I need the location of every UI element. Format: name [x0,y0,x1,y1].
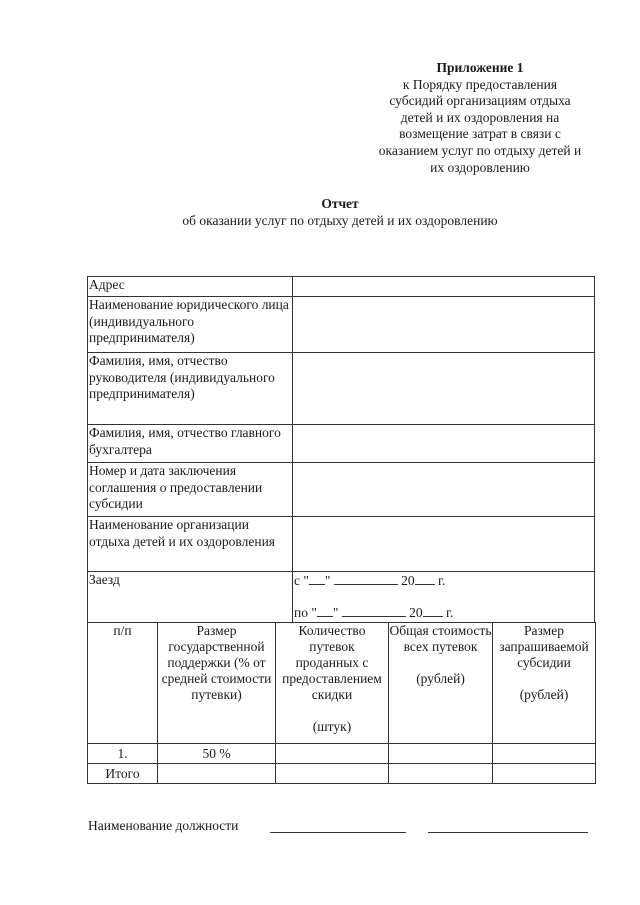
subsidy-amount-cell[interactable] [493,744,596,764]
period-to-line [294,604,594,622]
day-blank[interactable] [309,572,325,585]
year-suffix: г. [446,604,454,620]
info-table [87,276,595,623]
header-subsidy-amount [493,623,596,744]
header-vouchers-count-label: Количество путевок проданных с предоставлением скидки [282,623,382,702]
period-from-prefix: с " [294,573,309,588]
report-title: Отчет [321,196,359,211]
table-row [88,277,595,297]
total-cost-cell[interactable] [389,744,493,764]
position-signature-line[interactable] [270,832,406,833]
table-row [88,517,595,572]
address-label: Адрес [88,277,293,297]
header-total-cost [389,623,493,744]
year-suffix: г. [438,573,446,588]
table-row [88,764,596,784]
year-prefix: 20 [401,573,415,588]
report-subtitle: об оказании услуг по отдыху детей и их оздоровлению [182,213,498,228]
address-value-cell[interactable] [293,277,595,297]
header-subsidy-amount-unit: (рублей) [519,687,569,702]
month-blank[interactable] [342,604,406,617]
header-number [88,623,158,744]
total-cost-sum-cell[interactable] [389,764,493,784]
table-row [88,353,595,425]
period-label: Заезд [88,572,293,623]
organization-label: Наименование организации отдыха детей и их оздоровления [88,517,293,572]
header-total-cost-label: Общая стоимость всех путевок [389,623,492,654]
table-row [88,463,595,517]
table-row [88,744,596,764]
year-prefix: 20 [409,604,423,620]
legal-entity-value-cell[interactable] [293,297,595,353]
header-vouchers-count [276,623,389,744]
appendix-header [355,60,605,176]
day-blank[interactable] [317,604,333,617]
organization-value-cell[interactable] [293,517,595,572]
calc-table-header [88,623,596,744]
name-signature-line[interactable] [428,832,588,833]
position-label: Наименование должности [88,818,239,833]
quote-mark: " [332,604,339,620]
appendix-line: оказанием услуг по отдыху детей и [378,142,582,158]
appendix-line: возмещение затрат в связи с [399,126,561,142]
vouchers-count-cell[interactable] [276,744,389,764]
calc-table [87,622,596,784]
appendix-line: к Порядку предоставления [402,76,558,92]
legal-entity-label: Наименование юридического лица (индивидуального предпринимателя) [88,297,293,353]
total-label-cell: Итого [88,764,158,784]
support-size-cell[interactable]: 50 % [158,744,276,764]
director-name-value-cell[interactable] [293,353,595,425]
total-support-cell[interactable] [158,764,276,784]
table-row [88,297,595,353]
total-subsidy-cell[interactable] [493,764,596,784]
agreement-value-cell[interactable] [293,463,595,517]
appendix-line: субсидий организациям отдыха [389,93,571,109]
table-row [88,425,595,463]
header-vouchers-count-unit: (штук) [312,719,352,734]
period-value-cell[interactable] [293,572,595,623]
appendix-line: их оздоровлению [430,159,530,175]
year-blank[interactable] [415,572,435,585]
month-blank[interactable] [334,572,398,585]
table-row [88,572,595,623]
period-to-prefix: по " [294,604,317,620]
agreement-label: Номер и дата заключения соглашения о предоставлении субсидии [88,463,293,517]
director-name-label: Фамилия, имя, отчество руководителя (индивидуального предпринимателя) [88,353,293,425]
row-number-cell: 1. [88,744,158,764]
header-subsidy-amount-label: Размер запрашиваемой субсидии [499,623,589,670]
chief-accountant-value-cell[interactable] [293,425,595,463]
appendix-title: Приложение 1 [436,60,524,75]
period-from-line [294,572,594,590]
header-total-cost-unit: (рублей) [416,671,465,686]
quote-mark: " [324,573,331,588]
header-support-size [158,623,276,744]
header-number-label: п/п [113,623,132,638]
appendix-line: детей и их оздоровления на [400,109,560,125]
year-blank[interactable] [423,604,443,617]
chief-accountant-label: Фамилия, имя, отчество главного бухгалтера [88,425,293,463]
total-vouchers-cell[interactable] [276,764,389,784]
header-support-size-label: Размер государственной поддержки (% от средней стоимости путевки) [161,623,272,702]
